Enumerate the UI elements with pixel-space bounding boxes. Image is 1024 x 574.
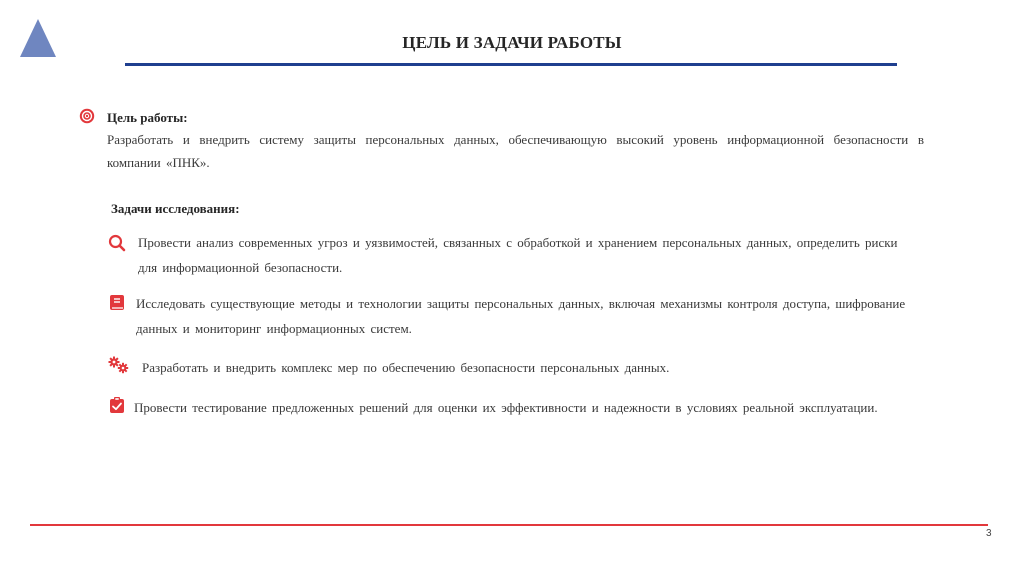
- task-text: Разработать и внедрить комплекс мер по обеспечению безопасности персональных данных.: [142, 360, 670, 375]
- task-text: Провести анализ современных угроз и уязвимостей, связанных с обработкой и хранением персональных данных, определить риски для информационной безопасности.: [138, 235, 898, 275]
- goal-heading: Цель работы:: [107, 110, 188, 125]
- footer-divider: [30, 524, 988, 526]
- triangle-logo-icon: [20, 19, 56, 57]
- page-title: ЦЕЛЬ И ЗАДАЧИ РАБОТЫ: [402, 33, 622, 52]
- tasks-heading: Задачи исследования:: [111, 201, 240, 216]
- clipboard-check-icon: [108, 396, 126, 414]
- search-icon: [108, 234, 126, 252]
- gears-icon: [108, 356, 130, 374]
- title-divider: [125, 63, 897, 66]
- target-icon: [79, 108, 95, 124]
- page-number: 3: [986, 528, 992, 539]
- book-icon: [108, 294, 126, 312]
- task-text: Провести тестирование предложенных решений для оценки их эффективности и надежности в условиях реальной эксплуатации.: [134, 400, 878, 415]
- task-text: Исследовать существующие методы и технологии защиты персональных данных, включая механизмы контроля доступа, шифрование данных и мониторинг информационных систем.: [136, 296, 906, 336]
- goal-text: Разработать и внедрить систему защиты персональных данных, обеспечивающую высокий уровень информационной безопасности в компании «ПНК».: [107, 132, 924, 170]
